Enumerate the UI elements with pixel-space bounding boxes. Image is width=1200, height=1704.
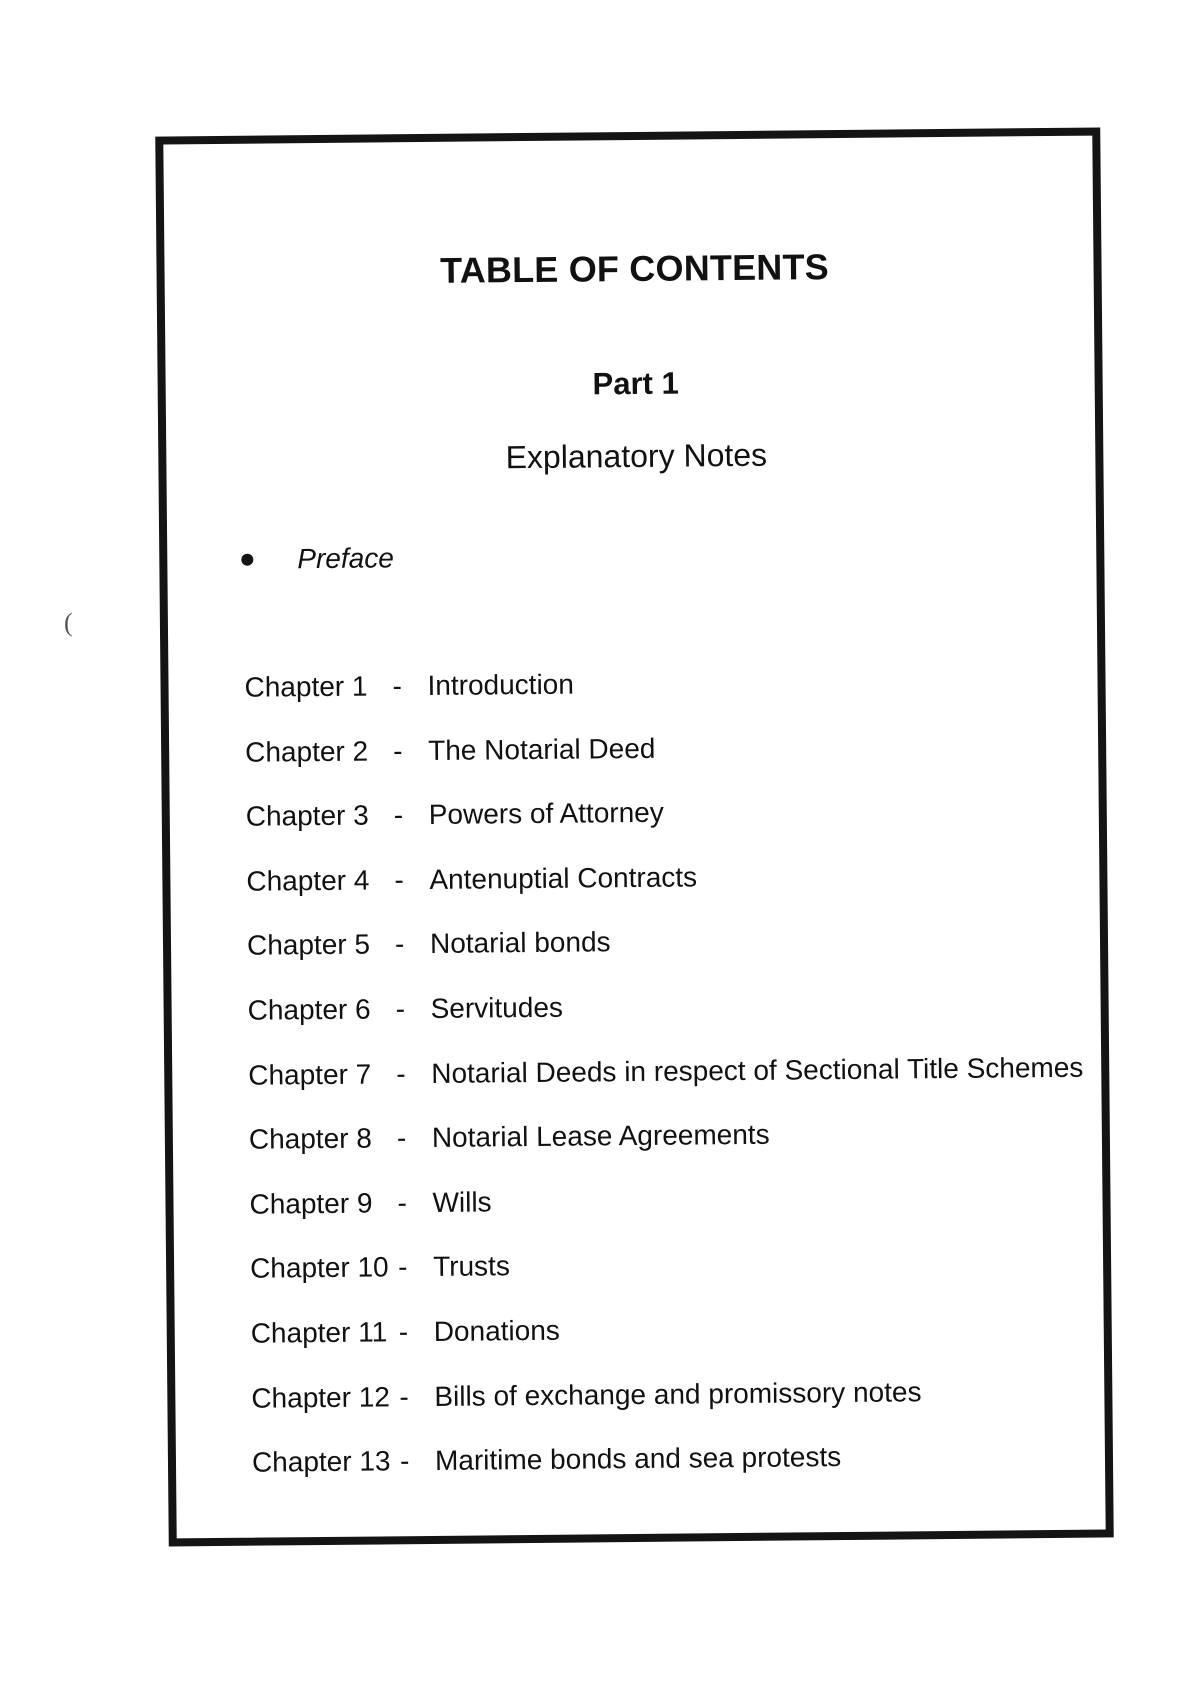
chapter-row xyxy=(249,1116,1110,1189)
chapter-dash: - xyxy=(392,670,403,702)
chapter-dash: - xyxy=(393,734,403,766)
chapter-number: Chapter 13 xyxy=(251,1445,391,1478)
chapter-dash: - xyxy=(398,1316,409,1348)
chapter-row xyxy=(252,1439,1113,1512)
chapter-number: Chapter 11 xyxy=(250,1316,388,1349)
chapter-dash: - xyxy=(393,799,404,831)
chapter-title: Powers of Attorney xyxy=(428,796,664,831)
preface-label: Preface xyxy=(297,542,394,575)
chapter-row xyxy=(246,793,1107,866)
chapter-title: Wills xyxy=(432,1186,492,1218)
chapter-dash: - xyxy=(394,864,404,896)
chapter-list xyxy=(244,663,1112,1511)
chapter-title: Donations xyxy=(433,1314,560,1347)
chapter-dash: - xyxy=(396,1057,406,1089)
chapter-number: Chapter 6 xyxy=(247,993,371,1026)
chapter-dash: - xyxy=(395,993,406,1025)
part-label: Part 1 xyxy=(592,365,679,402)
chapter-number: Chapter 12 xyxy=(251,1380,391,1414)
bullet-icon xyxy=(241,553,253,565)
chapter-row xyxy=(250,1245,1111,1318)
chapter-dash: - xyxy=(394,928,405,960)
chapter-title: Servitudes xyxy=(430,991,564,1024)
chapter-row xyxy=(246,857,1107,930)
chapter-number: Chapter 4 xyxy=(246,864,370,897)
chapter-dash: - xyxy=(399,1445,410,1477)
chapter-row xyxy=(245,728,1106,801)
chapter-row xyxy=(251,1309,1112,1382)
chapter-number: Chapter 5 xyxy=(246,928,371,962)
chapter-number: Chapter 1 xyxy=(244,670,368,703)
chapter-row xyxy=(244,663,1105,736)
chapter-title: Bills of exchange and promissory notes xyxy=(434,1375,922,1412)
chapter-title: Introduction xyxy=(427,668,575,701)
chapter-row xyxy=(248,1051,1109,1124)
chapter-title: Notarial Lease Agreements xyxy=(431,1118,770,1154)
chapter-title: Notarial bonds xyxy=(429,926,611,960)
chapter-number: Chapter 7 xyxy=(248,1058,372,1091)
chapter-title: Trusts xyxy=(432,1250,511,1283)
chapter-row xyxy=(249,1180,1110,1253)
chapter-dash: - xyxy=(397,1186,407,1219)
chapter-title: Notarial Deeds in respect of Sectional Title Schemes xyxy=(431,1051,1084,1089)
chapter-title: Antenuptial Contracts xyxy=(429,861,698,895)
part-subtitle: Explanatory Notes xyxy=(505,436,768,476)
chapter-row xyxy=(247,986,1108,1059)
chapter-title: Maritime bonds and sea protests xyxy=(434,1441,842,1477)
chapter-dash: - xyxy=(399,1380,409,1412)
chapter-row xyxy=(251,1374,1112,1447)
chapter-dash: - xyxy=(396,1122,407,1154)
chapter-number: Chapter 10 xyxy=(249,1251,389,1285)
preface-entry xyxy=(241,542,394,575)
chapter-title: The Notarial Deed xyxy=(428,732,656,766)
page-title: TABLE OF CONTENTS xyxy=(439,246,830,291)
chapter-number: Chapter 8 xyxy=(248,1122,372,1155)
chapter-number: Chapter 9 xyxy=(249,1187,373,1220)
stray-mark: ( xyxy=(64,608,73,637)
chapter-number: Chapter 3 xyxy=(245,799,369,832)
chapter-dash: - xyxy=(397,1251,408,1283)
chapter-number: Chapter 2 xyxy=(245,735,369,768)
chapter-row xyxy=(247,922,1108,995)
